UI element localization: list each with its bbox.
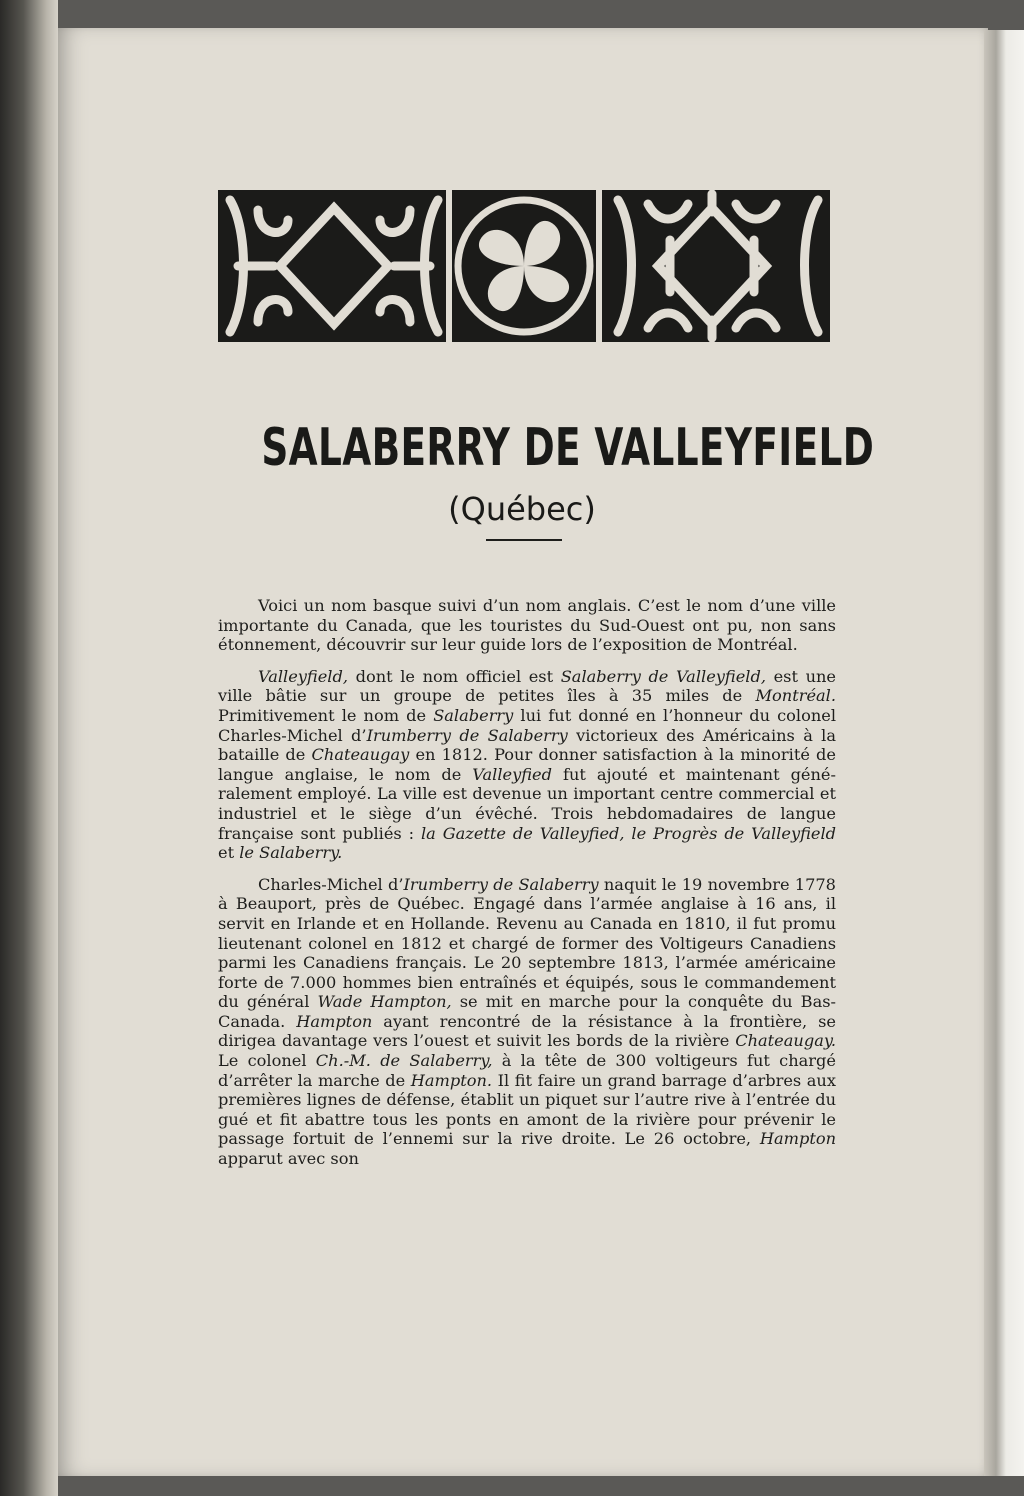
page-subtitle: (Québec) bbox=[448, 490, 596, 528]
frieze-graphic bbox=[218, 190, 830, 342]
text-run: fut ajouté et maintenant généralement employé. La ville est devenue un important centre commercial et industriel et le siège d’un évêché. Trois hebdomadaires de langue française sont publiés : bbox=[218, 764, 836, 843]
text-run: Il fit faire un grand barrage d’arbres aux premières lignes de défense, établit un piquet sur l’autre rive à l’entrée du gué et fit abattre tous les ponts en amont de la rivière pour prévenir le passage fortuit de l’ennemi sur la rive droite. Le 26 octobre, bbox=[218, 1070, 836, 1149]
frieze-divider-right bbox=[596, 190, 602, 342]
text-run-italic: Valleyfield, bbox=[258, 666, 348, 686]
text-run: Voici un nom basque suivi d’un nom anglais. C’est le nom d’une ville importante du Canada, que les touristes du Sud-Ouest ont pu, non sans étonnement, découvrir sur leur guide lors de l’exposition de Montréal. bbox=[218, 596, 836, 655]
title-rule bbox=[486, 539, 562, 541]
text-run-italic: Salaberry de Valleyfield, bbox=[560, 666, 766, 686]
text-run-italic: Wade Hampton, bbox=[317, 992, 452, 1012]
paragraph-2 bbox=[218, 667, 836, 863]
text-run: en 1812. Pour donner satisfaction à la minorité de langue anglaise, le nom de bbox=[218, 745, 836, 784]
text-run-italic: Ch.-M. de Salaberry, bbox=[315, 1051, 493, 1071]
text-run-italic: Irumberry de Salaberry bbox=[366, 725, 568, 745]
text-run-italic: Hampton bbox=[296, 1011, 373, 1031]
text-run: est une ville bâtie sur un groupe de petites îles à 35 miles de bbox=[218, 666, 836, 706]
text-run: lui fut donné en l’honneur du colonel Charles-Michel d’ bbox=[218, 705, 836, 745]
text-run-italic: Salaberry bbox=[433, 705, 514, 725]
basque-frieze-ornament bbox=[218, 190, 830, 342]
text-run-italic: Hampton bbox=[759, 1129, 836, 1149]
text-run-italic: Irumberry de Salaberry bbox=[403, 874, 599, 894]
text-run: ayant rencontré de la résistance à la frontière, se dirigea davantage vers l’ouest et suivit les bords de la rivière bbox=[218, 1011, 836, 1051]
page-edge bbox=[984, 30, 1024, 1476]
text-run-italic: Chateaugay. bbox=[735, 1031, 836, 1051]
text-run-italic: Chateaugay bbox=[311, 745, 410, 765]
text-run: naquit le 19 novembre 1778 à Beauport, près de Québec. Engagé dans l’armée anglaise à 16 ans, il servit en Irlande et en Hollande. Revenu au Canada en 1810, il fut promu lieutenant colonel en 1812 et chargé de former des Voltigeurs Canadiens parmi les Canadiens français. Le 20 septembre 1813, l’armée américaine forte de 7.000 hommes bien entraînés et équipés, sous le commandement du général bbox=[218, 874, 836, 1012]
text-run: apparut avec son bbox=[218, 1149, 359, 1169]
text-run-italic: le Salaberry. bbox=[239, 843, 343, 863]
text-run: et bbox=[218, 843, 240, 863]
article-body bbox=[218, 596, 836, 1181]
text-run: Primitivement le nom de bbox=[218, 705, 434, 725]
text-run-italic: Hampton. bbox=[410, 1070, 493, 1090]
text-run-italic: Montréal. bbox=[755, 686, 836, 706]
binding-gutter bbox=[0, 0, 58, 1496]
frieze-divider-left bbox=[446, 190, 452, 342]
text-run: dont le nom officiel est bbox=[348, 666, 561, 686]
text-run-italic: la Gazette de Valleyfied, le Progrès de Valleyfield bbox=[420, 823, 837, 843]
page-title: SALABERRY DE VALLEYFIELD bbox=[261, 418, 875, 478]
text-run: victorieux des Américains à la bataille de bbox=[218, 725, 836, 765]
text-run: Le colonel bbox=[218, 1051, 316, 1071]
text-run: se mit en marche pour la conquête du Bas-Canada. bbox=[218, 992, 836, 1031]
text-run: à la tête de 300 voltigeurs fut chargé d’arrêter la marche de bbox=[218, 1051, 836, 1090]
paragraph-3 bbox=[218, 875, 836, 1169]
text-run: Charles-Michel d’ bbox=[258, 874, 404, 894]
paragraph-1 bbox=[218, 596, 836, 655]
text-run-italic: Valleyfied bbox=[472, 764, 552, 784]
